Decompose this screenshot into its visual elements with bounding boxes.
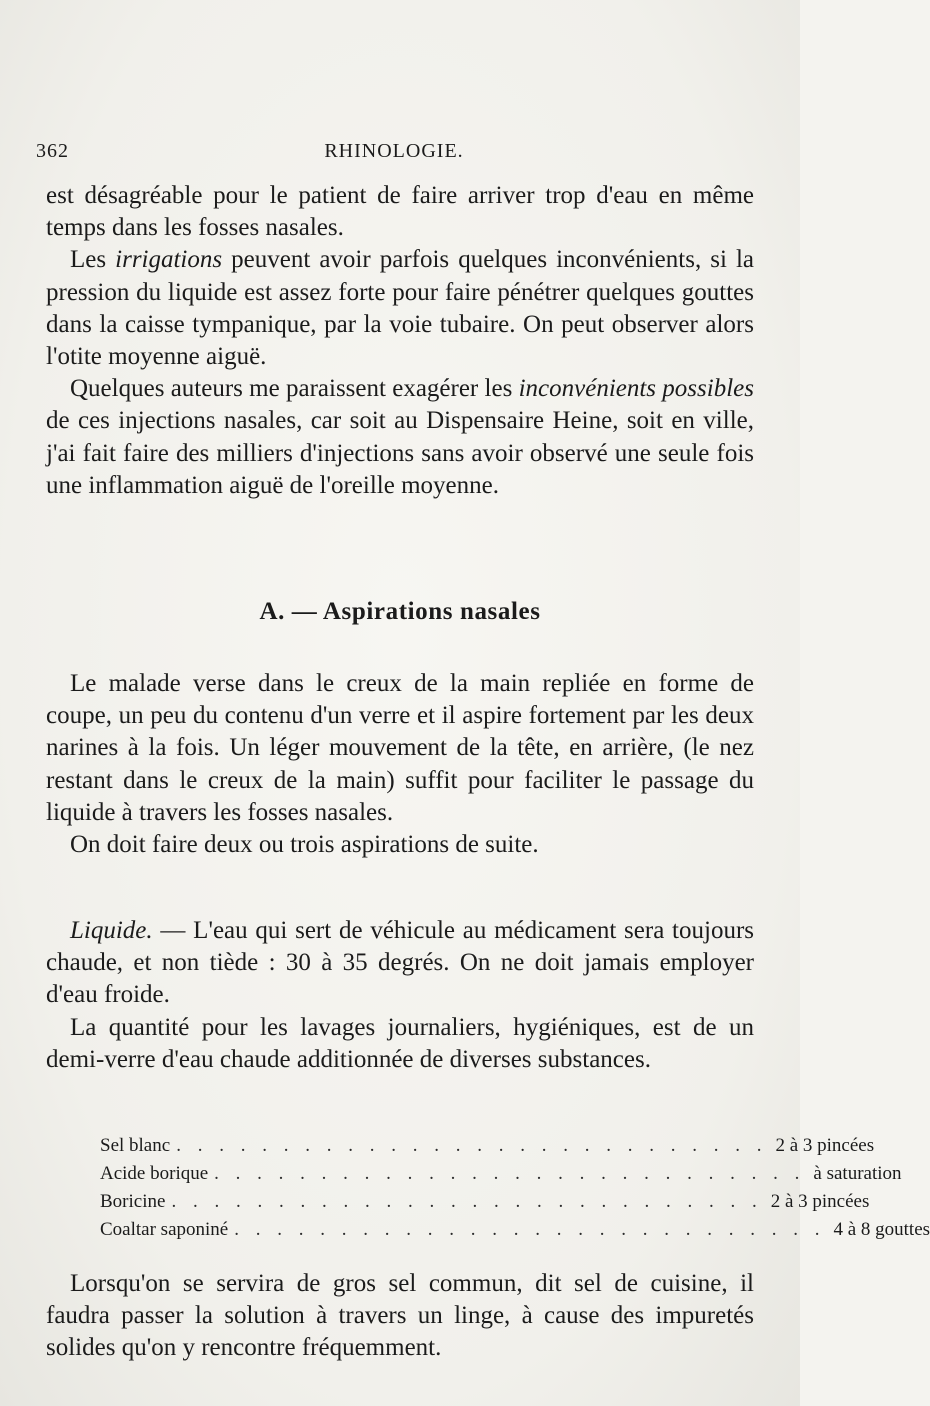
paragraph-continuation: est désagréable pour le patient de faire arriver trop d'eau en même temps dans les fosses nasales.	[46, 182, 754, 242]
list-item	[100, 1216, 930, 1244]
intro-text-block	[46, 180, 754, 502]
ingredient-dose: 2 à 3 pincées	[775, 1135, 875, 1156]
paragraph-quantite: La quantité pour les lavages journaliers, hygiéniques, est de un demi-verre d'eau chaude additionnée de diverses substances.	[46, 1013, 754, 1073]
ingredient-name: Boricine	[100, 1191, 166, 1212]
dot-leader: . . . . . . . . . . . . . . . . . . . . . . . . . . . .	[214, 1163, 806, 1184]
emphasis-liquide: Liquide.	[70, 917, 153, 944]
ingredient-name: Sel blanc	[100, 1135, 171, 1156]
paragraph-sel-commun: Lorsqu'on se servira de gros sel commun, dit sel de cuisine, il faudra passer la solution à travers un linge, à cause des impuretés solides qu'on y rencontre fréquemment.	[46, 1270, 754, 1362]
dot-leader: . . . . . . . . . . . . . . . . . . . . . . . . . . . .	[171, 1191, 763, 1212]
ingredient-dose: 4 à 8 gouttes	[833, 1219, 930, 1240]
list-item	[100, 1160, 902, 1188]
paragraph-procedure: Le malade verse dans le creux de la main repliée en forme de coupe, un peu du contenu d'un verre et il aspire fortement par les deux narines à la fois. Un léger mouvement de la tête, en arrière, (le nez restant dans le creux de la main) suffit pour faciliter le passage du liquide à travers les fosses nasales.	[46, 670, 754, 826]
paragraph-irrigations: Les irrigations peuvent avoir parfois quelques inconvénients, si la pression du liquide est assez forte pour faire pénétrer quelques gouttes dans la caisse tympanique, par la voie tubaire. On peut observer alors l'otite moyenne aiguë.	[46, 246, 754, 371]
liquide-text-block	[46, 915, 754, 1076]
paragraph-repetition: On doit faire deux ou trois aspirations de suite.	[70, 831, 539, 859]
ingredient-name: Coaltar saponiné	[100, 1219, 229, 1240]
list-item	[100, 1132, 875, 1160]
section-heading: A. — Aspirations nasales	[259, 598, 541, 625]
sel-text-block	[46, 1268, 754, 1365]
emphasis-inconvenients: inconvénients possibles	[518, 375, 754, 403]
ingredient-list	[100, 1132, 930, 1244]
dot-leader: . . . . . . . . . . . . . . . . . . . . . . . . . . . .	[176, 1135, 768, 1156]
ingredient-dose: 2 à 3 pincées	[770, 1191, 870, 1212]
running-title: RHINOLOGIE.	[324, 140, 464, 162]
paragraph-inconvenients: Quelques auteurs me paraissent exagérer les inconvénients possibles de ces injections nasales, car soit au Dispensaire Heine, soit en ville, j'ai fait faire des milliers d'injections sans avoir observé une seule fois une inflammation aiguë de l'oreille moyenne.	[46, 375, 754, 499]
ingredient-dose: à saturation	[813, 1163, 902, 1184]
paragraph-liquide: Liquide. — L'eau qui sert de véhicule au médicament sera toujours chaude, et non tiède : 30 à 35 degrés. On ne doit jamais employer d'eau froide.	[46, 917, 754, 1009]
emphasis-irrigations: irrigations	[115, 246, 223, 274]
aspirations-text-block	[46, 668, 754, 861]
ingredient-name: Acide borique	[100, 1163, 209, 1184]
dot-leader: . . . . . . . . . . . . . . . . . . . . . . . . . . . .	[234, 1219, 826, 1240]
page-header	[36, 140, 752, 170]
list-item	[100, 1188, 870, 1216]
page-number: 362	[36, 140, 69, 162]
